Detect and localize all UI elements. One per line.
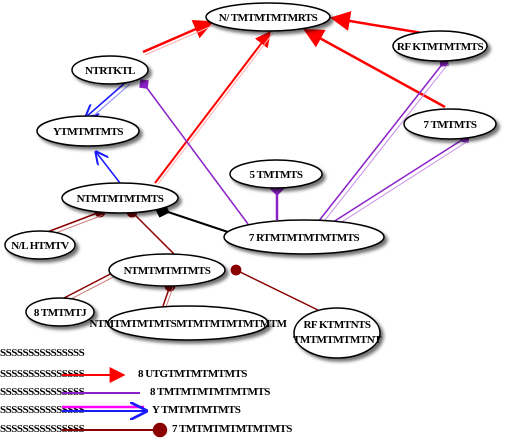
legend	[0, 347, 292, 435]
node-tl[interactable]	[72, 56, 148, 84]
node-rtwo-label-1: RF KTMTNTS	[303, 319, 371, 331]
node-rf-label: RF KTMTMTMTS	[396, 41, 484, 53]
node-small5[interactable]	[230, 160, 322, 188]
edge-rf-to-center	[318, 62, 448, 224]
node-nl[interactable]	[5, 231, 75, 259]
edge-center2-to-rtwo	[236, 270, 322, 312]
node-tl-label: NTRTKTL	[85, 65, 135, 77]
edge-r7-to-center	[330, 138, 468, 227]
node-rtwo-label-2: TMTMTMTMTNT	[293, 334, 381, 346]
legend-prefix-3: SSSSSSSSSSSSSSS	[0, 404, 85, 416]
edge-tl-to-y	[86, 82, 130, 119]
node-top-label: N/ TMTMTMTMRTS	[218, 12, 318, 24]
edge-mid-to-center	[162, 210, 228, 232]
legend-label-2: 8 TMTMTMTMTMTMTS	[150, 386, 270, 398]
node-nl-label: N/L HTMTV	[11, 240, 69, 252]
node-y-label: YTMTMTMTS	[52, 126, 124, 138]
node-wide[interactable]	[90, 306, 288, 340]
node-rtwo[interactable]	[293, 308, 382, 358]
legend-prefix-0: SSSSSSSSSSSSSSS	[0, 347, 85, 359]
legend-label-1: 8 UTGTMTMTMTMTS	[138, 368, 247, 380]
legend-row-2	[0, 386, 270, 398]
node-small5-label: 5 TMTMTS	[249, 169, 303, 181]
legend-prefix-1: SSSSSSSSSSSSSSS	[0, 368, 85, 380]
legend-row-4	[0, 423, 292, 435]
legend-prefix-4: SSSSSSSSSSSSSSS	[0, 423, 85, 435]
edge-center2-to-wide	[163, 286, 173, 307]
node-top[interactable]	[206, 3, 330, 31]
node-seven-label: 7 RTMTMTMTMTMTS	[248, 232, 360, 244]
node-center[interactable]	[109, 254, 225, 286]
node-r7-label: 7 TMTMTS	[423, 119, 477, 131]
legend-row-3	[0, 404, 241, 416]
edge-mid-to-center2	[132, 212, 178, 258]
legend-row-0	[0, 347, 85, 359]
edge-mid-to-y	[96, 152, 120, 183]
node-sm8[interactable]	[26, 298, 94, 326]
legend-label-4: 7 TMTMTMTMTMTMTS	[172, 423, 292, 435]
legend-label-3: Y TMTMTMTMTS	[152, 404, 241, 416]
legend-row-1	[0, 368, 247, 380]
edge-tl-to-top	[143, 22, 214, 55]
node-rf[interactable]	[393, 31, 487, 61]
node-r7[interactable]	[404, 109, 496, 139]
legend-prefix-2: SSSSSSSSSSSSSSS	[0, 386, 85, 398]
node-wide-label: NTMTMTMTMTSMTMTMTMTMTMTM	[89, 318, 287, 330]
node-mid[interactable]	[62, 183, 178, 213]
node-sm8-label: 8 TMTMTJ	[33, 307, 87, 319]
node-seven[interactable]	[224, 220, 384, 254]
node-y[interactable]	[37, 116, 139, 146]
node-center-label: NTMTMTMTMTS	[123, 265, 211, 277]
node-mid-label: NTMTMTMTMTS	[76, 193, 164, 205]
